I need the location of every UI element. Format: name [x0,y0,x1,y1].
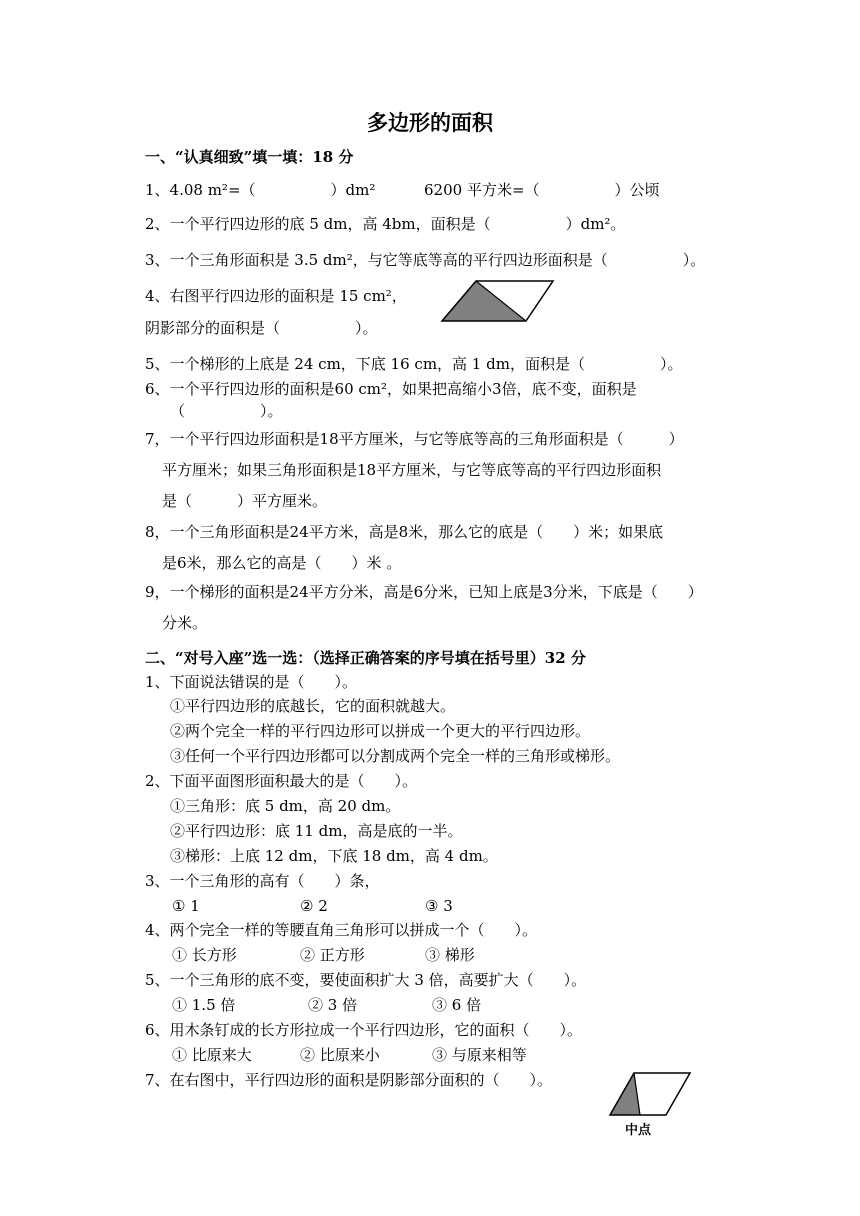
q2-2-option-1: ①三角形：底 5 dm，高 20 dm。 [170,797,401,815]
q2-2-option-2: ②平行四边形：底 11 dm，高是底的一半。 [170,822,463,840]
q2-7: 7、在右图中，平行四边形的面积是阴影部分面积的（ ）。 [145,1071,553,1089]
section-2-heading: 二、“对号入座”选一选：（选择正确答案的序号填在括号里）32 分 [145,649,586,667]
q1-1-part-b: 6200 平方米=（ ）公顷 [424,181,660,199]
page-title: 多边形的面积 [367,110,493,135]
q2-5-option-3: ③ 6 倍 [432,996,482,1014]
q2-4-option-1: ① 长方形 [172,946,237,964]
q2-5: 5、一个三角形的底不变，要使面积扩大 3 倍，高要扩大（ ）。 [145,971,587,989]
q2-1-option-3: ③任何一个平行四边形都可以分割成两个完全一样的三角形或梯形。 [170,747,621,765]
q2-1-option-1: ①平行四边形的底越长，它的面积就越大。 [170,697,456,715]
q1-8-line-1: 8，一个三角形面积是24平方米，高是8米，那么它的底是（ ）米；如果底 [145,523,664,541]
q1-7-line-3: 是（ ）平方厘米。 [162,492,328,510]
section-1-heading: 一、“认真细致”填一填：18 分 [145,148,354,166]
q2-6-option-3: ③ 与原来相等 [432,1046,527,1064]
q1-9-line-1: 9，一个梯形的面积是24平方分米，高是6分米，已知上底是3分米，下底是（ ） [145,583,703,601]
parallelogram-figure-2 [607,1070,693,1118]
midpoint-label: 中点 [625,1123,652,1138]
q1-3: 3、一个三角形面积是 3.5 dm²，与它等底等高的平行四边形面积是（ ）。 [145,251,706,269]
q2-6-option-2: ② 比原来小 [300,1046,380,1064]
q2-3-option-1: ① 1 [172,897,200,915]
q1-7-line-2: 平方厘米；如果三角形面积是18平方厘米，与它等底等高的平行四边形面积 [162,461,662,479]
q2-2-option-3: ③梯形：上底 12 dm，下底 18 dm，高 4 dm。 [170,847,498,865]
q2-2: 2、下面平面图形面积最大的是（ ）。 [145,772,418,790]
q1-7-line-1: 7，一个平行四边形面积是18平方厘米，与它等底等高的三角形面积是（ ） [145,430,684,448]
q1-4-line-2: 阴影部分的面积是（ ）。 [145,319,378,337]
q2-1: 1、下面说法错误的是（ ）。 [145,673,358,691]
q1-9-line-2: 分米。 [162,614,208,632]
q2-1-option-2: ②两个完全一样的平行四边形可以拼成一个更大的平行四边形。 [170,722,591,740]
q2-6-option-1: ① 比原来大 [172,1046,252,1064]
q1-6-line-2: （ ）。 [170,402,283,420]
q2-3-option-3: ③ 3 [425,897,453,915]
q1-4-line-1: 4、右图平行四边形的面积是 15 cm²， [145,287,407,305]
q2-3-option-2: ② 2 [300,897,328,915]
q2-4-option-3: ③ 梯形 [425,946,475,964]
q1-8-line-2: 是6米，那么它的高是（ ）米 。 [162,554,402,572]
q1-1-part-a: 1、4.08 m²=（ ）dm² [145,181,376,199]
q1-5: 5、一个梯形的上底是 24 cm，下底 16 cm，高 1 dm，面积是（ ）。 [145,355,683,373]
q2-6: 6、用木条钉成的长方形拉成一个平行四边形，它的面积（ ）。 [145,1021,583,1039]
q2-4: 4、两个完全一样的等腰直角三角形可以拼成一个（ ）。 [145,921,538,939]
parallelogram-figure-1 [438,278,556,324]
q2-5-option-1: ① 1.5 倍 [172,996,236,1014]
q1-6-line-1: 6、一个平行四边形的面积是60 cm²，如果把高缩小3倍，底不变，面积是 [145,380,637,398]
q2-5-option-2: ② 3 倍 [308,996,358,1014]
q1-2: 2、一个平行四边形的底 5 dm，高 4bm，面积是（ ）dm²。 [145,215,626,233]
q2-4-option-2: ② 正方形 [300,946,365,964]
q2-3: 3、一个三角形的高有（ ）条， [145,872,380,890]
